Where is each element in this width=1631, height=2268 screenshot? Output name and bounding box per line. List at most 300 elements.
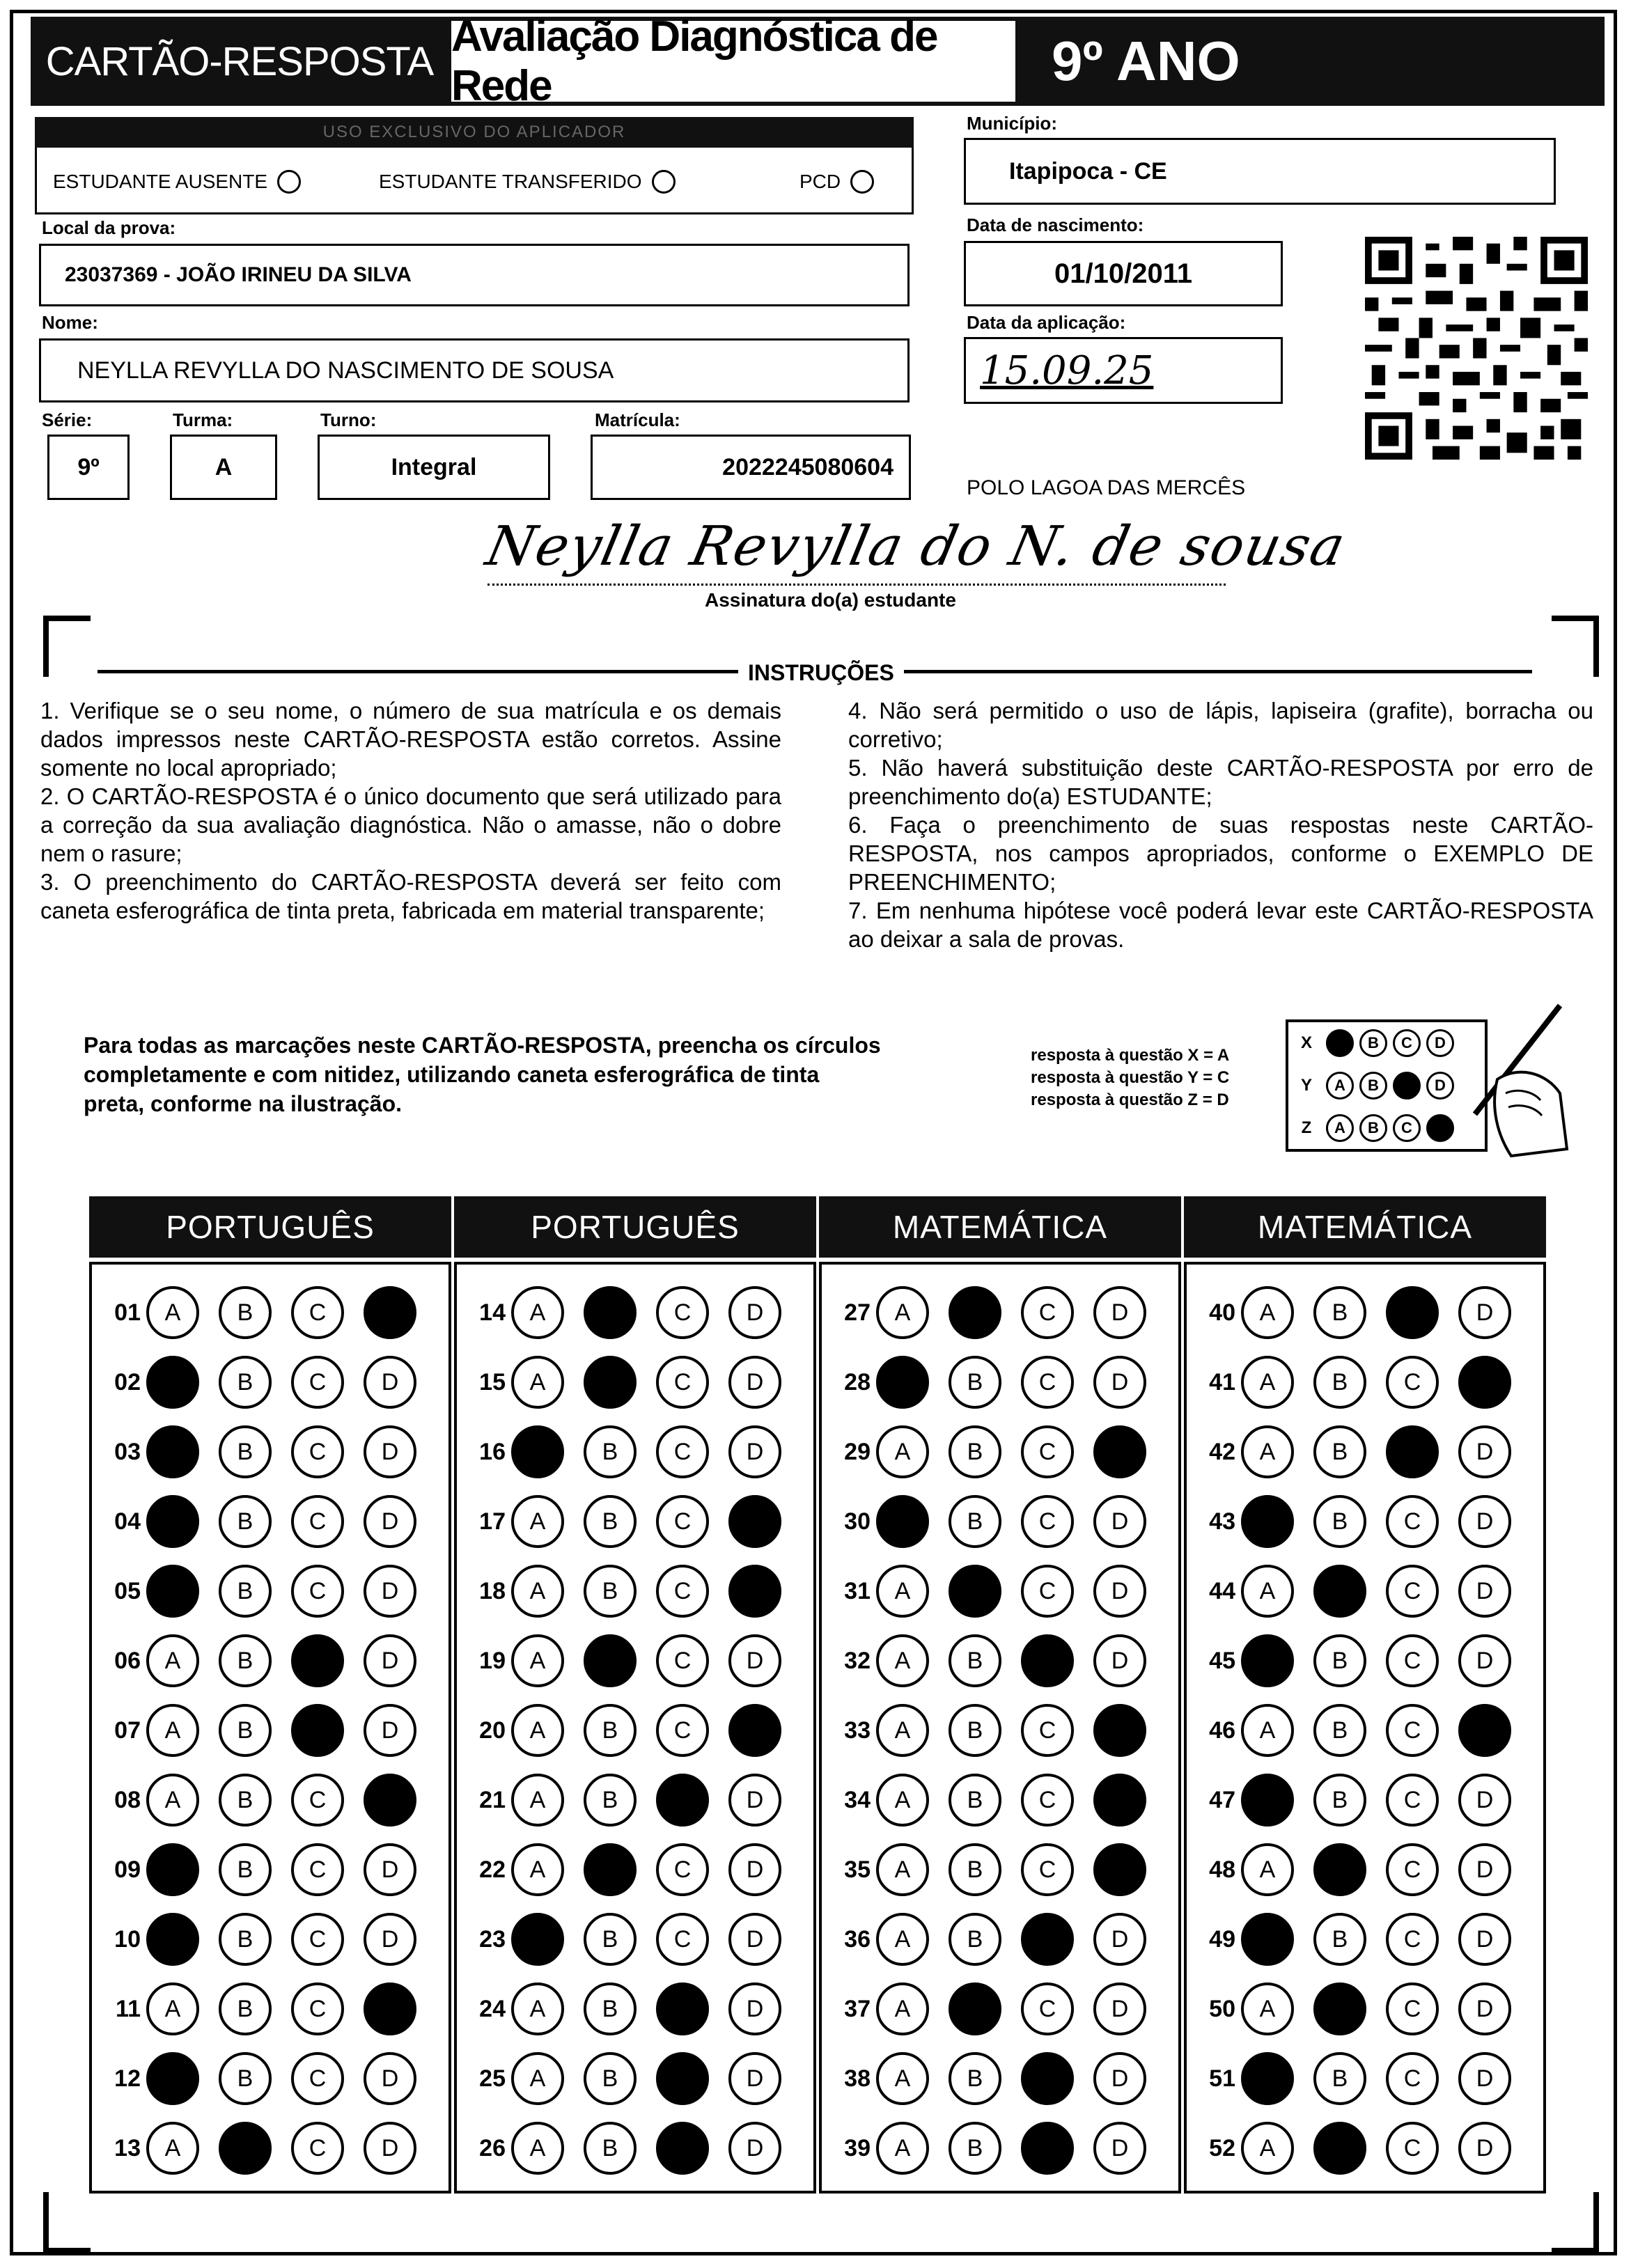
answer-bubble-a[interactable]	[511, 1286, 564, 1339]
location-field: 23037369 - JOÃO IRINEU DA SILVA	[39, 244, 910, 306]
answer-bubble-d[interactable]	[1093, 1843, 1146, 1896]
answer-bubble-d[interactable]	[1093, 1704, 1146, 1757]
answer-bubble-b[interactable]	[949, 1495, 1001, 1548]
answer-bubble-d[interactable]	[728, 1982, 781, 2035]
answer-bubble-a[interactable]	[511, 1704, 564, 1757]
answer-bubble-c[interactable]	[1021, 1774, 1074, 1827]
answer-bubble-c[interactable]	[291, 1843, 344, 1896]
answer-bubble-a[interactable]	[1241, 2052, 1294, 2105]
answer-bubble-a[interactable]	[146, 1286, 199, 1339]
answer-bubble-b[interactable]	[219, 1634, 272, 1687]
answer-bubble-a[interactable]	[146, 1774, 199, 1827]
answer-bubble-c[interactable]	[291, 1356, 344, 1409]
turno-label: Turno:	[320, 409, 377, 430]
answer-bubble-b[interactable]	[949, 1913, 1001, 1966]
answer-bubble-c[interactable]	[1021, 2052, 1074, 2105]
answer-bubble-d[interactable]	[364, 2052, 416, 2105]
answer-bubble-c[interactable]	[291, 1913, 344, 1966]
answer-bubble-c[interactable]	[291, 2052, 344, 2105]
answer-bubble-a[interactable]	[876, 2122, 929, 2175]
bubble-letter: B	[967, 1786, 983, 1813]
answer-bubble-b[interactable]	[584, 1425, 637, 1478]
answer-bubble-d[interactable]	[728, 1704, 781, 1757]
answer-bubble-a[interactable]	[511, 1982, 564, 2035]
answer-bubble-c[interactable]	[1386, 2122, 1439, 2175]
bubble-letter: A	[894, 1299, 911, 1326]
answer-bubble-d[interactable]	[364, 1843, 416, 1896]
answer-bubble-c[interactable]	[1021, 1913, 1074, 1966]
answer-bubble-a[interactable]	[876, 1286, 929, 1339]
answer-bubble-c[interactable]	[1386, 1982, 1439, 2035]
answer-bubble-d[interactable]	[1458, 1425, 1511, 1478]
bubble-letter: D	[1476, 1647, 1494, 1674]
question-row	[462, 1281, 801, 1344]
question-number: 11	[116, 1995, 141, 2022]
answer-bubble-b[interactable]	[219, 2122, 272, 2175]
answer-bubble-d[interactable]	[1093, 1286, 1146, 1339]
answer-bubble-c[interactable]	[291, 1565, 344, 1618]
answer-bubble-b[interactable]	[219, 1356, 272, 1409]
answer-bubble-d[interactable]	[1093, 1356, 1146, 1409]
answer-bubble-c[interactable]	[656, 1565, 709, 1618]
answer-bubble-b[interactable]	[1313, 2052, 1366, 2105]
answer-bubble-d[interactable]	[728, 1843, 781, 1896]
answer-bubble-c[interactable]	[656, 1634, 709, 1687]
bubble-letter: D	[1476, 1925, 1494, 1953]
answer-bubble-d[interactable]	[1458, 1356, 1511, 1409]
answer-bubble-d[interactable]	[728, 1565, 781, 1618]
answer-bubble-c[interactable]	[656, 1913, 709, 1966]
answer-bubble-c[interactable]	[656, 1704, 709, 1757]
answer-bubble-d[interactable]	[1458, 1843, 1511, 1896]
answer-bubble-c[interactable]	[1386, 1356, 1439, 1409]
answer-bubble-d[interactable]	[1458, 1704, 1511, 1757]
bubble-letter: C	[1403, 1647, 1421, 1674]
answer-bubble-b[interactable]	[219, 1425, 272, 1478]
question-row	[827, 1421, 1166, 1483]
answer-bubble-a[interactable]	[1241, 1286, 1294, 1339]
example-row-key: Y	[1300, 1076, 1312, 1095]
answer-bubble-a[interactable]	[876, 1982, 929, 2035]
answer-bubble-c[interactable]	[291, 1774, 344, 1827]
bubble-letter: A	[529, 1716, 546, 1744]
answer-bubble-b[interactable]	[1313, 1495, 1366, 1548]
answer-bubble-d[interactable]	[1458, 1495, 1511, 1548]
pcd-bubble[interactable]	[850, 170, 874, 194]
answer-bubble-a[interactable]	[511, 1774, 564, 1827]
bubble-letter: A	[894, 1786, 911, 1813]
answer-bubble-a[interactable]	[876, 1843, 929, 1896]
name-label: Nome:	[42, 312, 98, 333]
bubble-letter: D	[746, 1299, 764, 1326]
question-row	[827, 1838, 1166, 1901]
question-number: 28	[844, 1368, 871, 1395]
question-row	[97, 1490, 436, 1553]
turma-label: Turma:	[173, 409, 233, 430]
bubble-letter: B	[1332, 1786, 1348, 1813]
answer-bubble-a[interactable]	[876, 1634, 929, 1687]
answer-bubble-b[interactable]	[1313, 1565, 1366, 1618]
example-row	[1288, 1022, 1485, 1064]
bubble-letter: D	[381, 1368, 399, 1395]
answer-bubble-c[interactable]	[1386, 1843, 1439, 1896]
question-row	[97, 1978, 436, 2040]
answer-bubble-b[interactable]	[219, 1982, 272, 2035]
question-number: 52	[1209, 2134, 1235, 2161]
answer-bubble-d[interactable]	[1093, 1565, 1146, 1618]
bubble-letter: D	[1476, 2134, 1494, 2161]
answer-bubble-d[interactable]	[728, 1774, 781, 1827]
question-number: 24	[479, 1995, 506, 2022]
bubble-letter: C	[1403, 1856, 1421, 1883]
bubble-letter: D	[1111, 2065, 1129, 2092]
answer-bubble-a[interactable]	[1241, 1704, 1294, 1757]
answer-bubble-c[interactable]	[1386, 1704, 1439, 1757]
answer-bubble-d[interactable]	[1458, 2122, 1511, 2175]
answer-bubble-a[interactable]	[511, 1565, 564, 1618]
answer-bubble-b[interactable]	[1313, 1843, 1366, 1896]
answer-bubble-c[interactable]	[1021, 1425, 1074, 1478]
answer-bubble-d[interactable]	[364, 1425, 416, 1478]
answer-bubble-b[interactable]	[584, 1495, 637, 1548]
bubble-letter: B	[967, 2134, 983, 2161]
answer-bubble-b[interactable]	[949, 1425, 1001, 1478]
answer-bubble-a[interactable]	[1241, 1913, 1294, 1966]
answer-bubble-d[interactable]	[1093, 1982, 1146, 2035]
answer-bubble-d[interactable]	[1093, 1495, 1146, 1548]
bubble-letter: A	[1259, 2134, 1276, 2161]
answer-bubble-d[interactable]	[728, 1356, 781, 1409]
answer-bubble-c[interactable]	[656, 1982, 709, 2035]
answer-bubble-b[interactable]	[949, 1565, 1001, 1618]
answer-bubble-b[interactable]	[1313, 1704, 1366, 1757]
answer-bubble-b[interactable]	[1313, 1982, 1366, 2035]
answer-bubble-c[interactable]	[1021, 1286, 1074, 1339]
matricula-field: 2022245080604	[591, 435, 911, 500]
answer-bubble-d[interactable]	[364, 1286, 416, 1339]
answer-bubble-a[interactable]	[511, 1425, 564, 1478]
answer-bubble-c[interactable]	[291, 1425, 344, 1478]
question-number: 31	[844, 1577, 871, 1604]
answer-bubble-b[interactable]	[219, 1565, 272, 1618]
question-number: 04	[114, 1508, 141, 1535]
question-row	[462, 1978, 801, 2040]
answer-bubble-d[interactable]	[1458, 2052, 1511, 2105]
answer-bubble-b[interactable]	[1313, 1286, 1366, 1339]
answer-bubble-c[interactable]	[1021, 1495, 1074, 1548]
bubble-letter: A	[894, 1995, 911, 2022]
answer-bubble-a[interactable]	[511, 1495, 564, 1548]
answer-bubble-d[interactable]	[1458, 1565, 1511, 1618]
bubble-letter: B	[237, 2065, 253, 2092]
answer-bubble-c[interactable]	[1386, 1495, 1439, 1548]
answer-bubble-a[interactable]	[146, 1425, 199, 1478]
question-row	[97, 1421, 436, 1483]
birth-label: Data de nascimento:	[967, 214, 1144, 235]
answer-bubble-d[interactable]	[364, 1356, 416, 1409]
question-row	[462, 1908, 801, 1971]
answer-bubble-d[interactable]	[364, 1913, 416, 1966]
answer-bubble-b[interactable]	[219, 1913, 272, 1966]
bubble-letter: C	[1403, 1508, 1421, 1535]
answer-bubble-d[interactable]	[1458, 1286, 1511, 1339]
question-number: 39	[844, 2134, 871, 2161]
bubble-letter: D	[1111, 1299, 1129, 1326]
answer-bubble-c[interactable]	[1386, 1913, 1439, 1966]
answer-bubble-b[interactable]	[1313, 2122, 1366, 2175]
answer-bubble-b[interactable]	[219, 1843, 272, 1896]
answer-bubble-d[interactable]	[728, 2122, 781, 2175]
answer-bubble-b[interactable]	[1313, 1634, 1366, 1687]
answer-bubble-b[interactable]	[584, 1774, 637, 1827]
bubble-letter: C	[673, 1508, 692, 1535]
bubble-letter: B	[237, 1925, 253, 1953]
answer-bubble-a[interactable]	[511, 1356, 564, 1409]
answer-bubble-c[interactable]	[656, 1774, 709, 1827]
legend-y: resposta à questão Y = C	[1031, 1068, 1230, 1087]
bubble-letter: D	[1476, 1786, 1494, 1813]
answer-bubble-a[interactable]	[511, 2052, 564, 2105]
answer-bubble-c[interactable]	[1021, 1565, 1074, 1618]
answer-bubble-a[interactable]	[146, 2122, 199, 2175]
answer-bubble-c[interactable]	[291, 1286, 344, 1339]
answer-bubble-b[interactable]	[584, 1286, 637, 1339]
answer-bubble-d[interactable]	[728, 1425, 781, 1478]
answer-bubble-a[interactable]	[146, 1495, 199, 1548]
answer-bubble-a[interactable]	[146, 1634, 199, 1687]
answer-bubble-b[interactable]	[949, 1843, 1001, 1896]
answer-bubble-a[interactable]	[876, 1565, 929, 1618]
answer-bubble-b[interactable]	[584, 1913, 637, 1966]
answer-bubble-b[interactable]	[219, 1286, 272, 1339]
bubble-letter: C	[673, 1438, 692, 1465]
question-number: 42	[1209, 1438, 1235, 1465]
answer-bubble-a[interactable]	[1241, 1843, 1294, 1896]
answer-bubble-a[interactable]	[1241, 1774, 1294, 1827]
answer-bubble-a[interactable]	[1241, 1634, 1294, 1687]
answer-bubble-d[interactable]	[364, 1982, 416, 2035]
answer-bubble-d[interactable]	[1093, 1913, 1146, 1966]
answer-bubble-d[interactable]	[1458, 1634, 1511, 1687]
answer-bubble-b[interactable]	[584, 2052, 637, 2105]
answer-bubble-a[interactable]	[876, 1425, 929, 1478]
answer-bubble-c[interactable]	[291, 1704, 344, 1757]
answer-bubble-c[interactable]	[656, 2052, 709, 2105]
question-number: 37	[844, 1995, 871, 2022]
answer-bubble-a[interactable]	[146, 1913, 199, 1966]
answer-bubble-b[interactable]	[219, 2052, 272, 2105]
answer-bubble-c[interactable]	[1386, 1286, 1439, 1339]
answer-bubble-a[interactable]	[146, 1356, 199, 1409]
bubble-letter: D	[1476, 1577, 1494, 1604]
bubble-letter: C	[1403, 1925, 1421, 1953]
answer-bubble-a[interactable]	[1241, 1982, 1294, 2035]
bubble-letter: B	[967, 1438, 983, 1465]
answer-bubble-a[interactable]	[1241, 2122, 1294, 2175]
answer-bubble-c[interactable]	[291, 1982, 344, 2035]
bubble-letter: C	[1038, 1995, 1056, 2022]
answer-bubble-b[interactable]	[584, 1704, 637, 1757]
question-number: 40	[1209, 1299, 1235, 1326]
answer-bubble-a[interactable]	[876, 1704, 929, 1757]
answer-bubble-b[interactable]	[584, 1356, 637, 1409]
answer-bubble-d[interactable]	[364, 2122, 416, 2175]
answer-bubble-b[interactable]	[1313, 1774, 1366, 1827]
answer-bubble-c[interactable]	[1386, 1565, 1439, 1618]
bubble-letter: B	[602, 1577, 618, 1604]
bubble-letter: C	[673, 1299, 692, 1326]
bubble-letter: C	[309, 1438, 327, 1465]
answer-bubble-d[interactable]	[1458, 1774, 1511, 1827]
answer-bubble-a[interactable]	[146, 2052, 199, 2105]
answer-bubble-a[interactable]	[146, 1843, 199, 1896]
answer-bubble-a[interactable]	[146, 1704, 199, 1757]
answer-bubble-c[interactable]	[1386, 1634, 1439, 1687]
answer-bubble-b[interactable]	[584, 1634, 637, 1687]
exam-name: Avaliação Diagnóstica de Rede	[451, 21, 1015, 102]
question-number: 21	[479, 1786, 506, 1813]
question-number: 46	[1209, 1716, 1235, 1744]
answer-bubble-c[interactable]	[656, 1356, 709, 1409]
answer-bubble-b[interactable]	[949, 2052, 1001, 2105]
answer-bubble-b[interactable]	[949, 2122, 1001, 2175]
answer-bubble-d[interactable]	[728, 1286, 781, 1339]
answer-bubble-b[interactable]	[219, 1774, 272, 1827]
bubble-letter: D	[1476, 1995, 1494, 2022]
question-row	[1192, 2047, 1531, 2110]
bubble-letter: D	[381, 1716, 399, 1744]
answer-bubble-b[interactable]	[949, 1634, 1001, 1687]
answer-bubble-d[interactable]	[1093, 2122, 1146, 2175]
answer-bubble-c[interactable]	[1021, 2122, 1074, 2175]
answer-bubble-c[interactable]	[1386, 1425, 1439, 1478]
answer-bubble-d[interactable]	[1093, 2052, 1146, 2105]
bubble-letter: D	[1111, 1577, 1129, 1604]
answer-bubble-d[interactable]	[364, 1704, 416, 1757]
answer-bubble-d[interactable]	[364, 1565, 416, 1618]
answer-bubble-a[interactable]	[1241, 1425, 1294, 1478]
answer-bubble-a[interactable]	[1241, 1356, 1294, 1409]
bubble-letter: A	[894, 1438, 911, 1465]
example-bubble	[1393, 1072, 1421, 1100]
answer-bubble-d[interactable]	[1458, 1982, 1511, 2035]
answer-bubble-d[interactable]	[1093, 1425, 1146, 1478]
answer-bubble-d[interactable]	[1093, 1774, 1146, 1827]
answer-bubble-d[interactable]	[728, 1495, 781, 1548]
answer-bubble-b[interactable]	[949, 1704, 1001, 1757]
answer-bubble-c[interactable]	[1386, 1774, 1439, 1827]
answer-bubble-b[interactable]	[949, 1982, 1001, 2035]
answer-bubble-b[interactable]	[1313, 1425, 1366, 1478]
answer-bubble-c[interactable]	[1021, 1356, 1074, 1409]
answer-bubble-b[interactable]	[219, 1495, 272, 1548]
answer-bubble-c[interactable]	[1021, 1843, 1074, 1896]
answer-bubble-d[interactable]	[728, 1634, 781, 1687]
question-row	[97, 1281, 436, 1344]
answer-bubble-a[interactable]	[876, 2052, 929, 2105]
pcd-option[interactable]	[799, 170, 874, 194]
answer-bubble-c[interactable]	[656, 1843, 709, 1896]
answer-bubble-d[interactable]	[364, 1495, 416, 1548]
answer-bubble-b[interactable]	[584, 1843, 637, 1896]
answer-bubble-a[interactable]	[876, 1774, 929, 1827]
bubble-letter: B	[602, 1786, 618, 1813]
answer-bubble-b[interactable]	[949, 1774, 1001, 1827]
answer-bubble-d[interactable]	[728, 1913, 781, 1966]
answer-bubble-a[interactable]	[876, 1495, 929, 1548]
applicator-strip: USO EXCLUSIVO DO APLICADOR	[35, 117, 914, 148]
bubble-letter: D	[1111, 1995, 1129, 2022]
answer-bubble-b[interactable]	[1313, 1913, 1366, 1966]
answer-bubble-c[interactable]	[656, 1425, 709, 1478]
birth-field: 01/10/2011	[964, 241, 1283, 306]
example-bubble: B	[1359, 1029, 1387, 1057]
answer-bubble-a[interactable]	[876, 1913, 929, 1966]
answer-bubble-c[interactable]	[656, 2122, 709, 2175]
answer-bubble-b[interactable]	[584, 1565, 637, 1618]
answer-bubble-d[interactable]	[1458, 1913, 1511, 1966]
answer-bubble-b[interactable]	[584, 1982, 637, 2035]
answer-bubble-b[interactable]	[219, 1704, 272, 1757]
answer-bubble-a[interactable]	[876, 1356, 929, 1409]
bubble-letter: D	[746, 1995, 764, 2022]
bubble-letter: A	[1259, 1368, 1276, 1395]
transferred-option[interactable]	[379, 170, 676, 194]
answer-bubble-c[interactable]	[1386, 2052, 1439, 2105]
bubble-letter: A	[1259, 1577, 1276, 1604]
bubble-letter: B	[602, 1438, 618, 1465]
absent-option[interactable]	[53, 170, 301, 194]
bubble-letter: C	[673, 1577, 692, 1604]
answer-bubble-b[interactable]	[584, 2122, 637, 2175]
answer-bubble-a[interactable]	[1241, 1495, 1294, 1548]
answer-bubble-b[interactable]	[949, 1286, 1001, 1339]
question-row	[1192, 1769, 1531, 1831]
answer-bubble-c[interactable]	[1021, 1982, 1074, 2035]
answer-bubble-c[interactable]	[291, 2122, 344, 2175]
answer-bubble-d[interactable]	[364, 1774, 416, 1827]
matricula-label: Matrícula:	[595, 409, 680, 430]
app-date-field: 15.09.25	[964, 337, 1283, 404]
answer-bubble-b[interactable]	[949, 1356, 1001, 1409]
example-row-key: X	[1300, 1033, 1312, 1052]
answer-bubble-a[interactable]	[146, 1565, 199, 1618]
answer-bubble-d[interactable]	[1093, 1634, 1146, 1687]
answer-bubble-d[interactable]	[728, 2052, 781, 2105]
answer-bubble-d[interactable]	[364, 1634, 416, 1687]
answer-bubble-c[interactable]	[1021, 1704, 1074, 1757]
question-row	[462, 1490, 801, 1553]
answer-bubble-c[interactable]	[291, 1634, 344, 1687]
question-number: 06	[114, 1647, 141, 1674]
answer-bubble-a[interactable]	[511, 2122, 564, 2175]
answer-bubble-a[interactable]	[1241, 1565, 1294, 1618]
answer-bubble-c[interactable]	[656, 1495, 709, 1548]
answer-bubble-a[interactable]	[511, 1843, 564, 1896]
bubble-letter: D	[381, 1925, 399, 1953]
answer-bubble-b[interactable]	[1313, 1356, 1366, 1409]
question-number: 17	[479, 1508, 506, 1535]
answer-bubble-c[interactable]	[656, 1286, 709, 1339]
answer-bubble-a[interactable]	[146, 1982, 199, 2035]
question-row	[462, 2047, 801, 2110]
answer-bubble-c[interactable]	[1021, 1634, 1074, 1687]
answer-bubble-a[interactable]	[511, 1913, 564, 1966]
transferred-bubble[interactable]	[652, 170, 676, 194]
answer-bubble-a[interactable]	[511, 1634, 564, 1687]
absent-bubble[interactable]	[277, 170, 301, 194]
answer-bubble-c[interactable]	[291, 1495, 344, 1548]
